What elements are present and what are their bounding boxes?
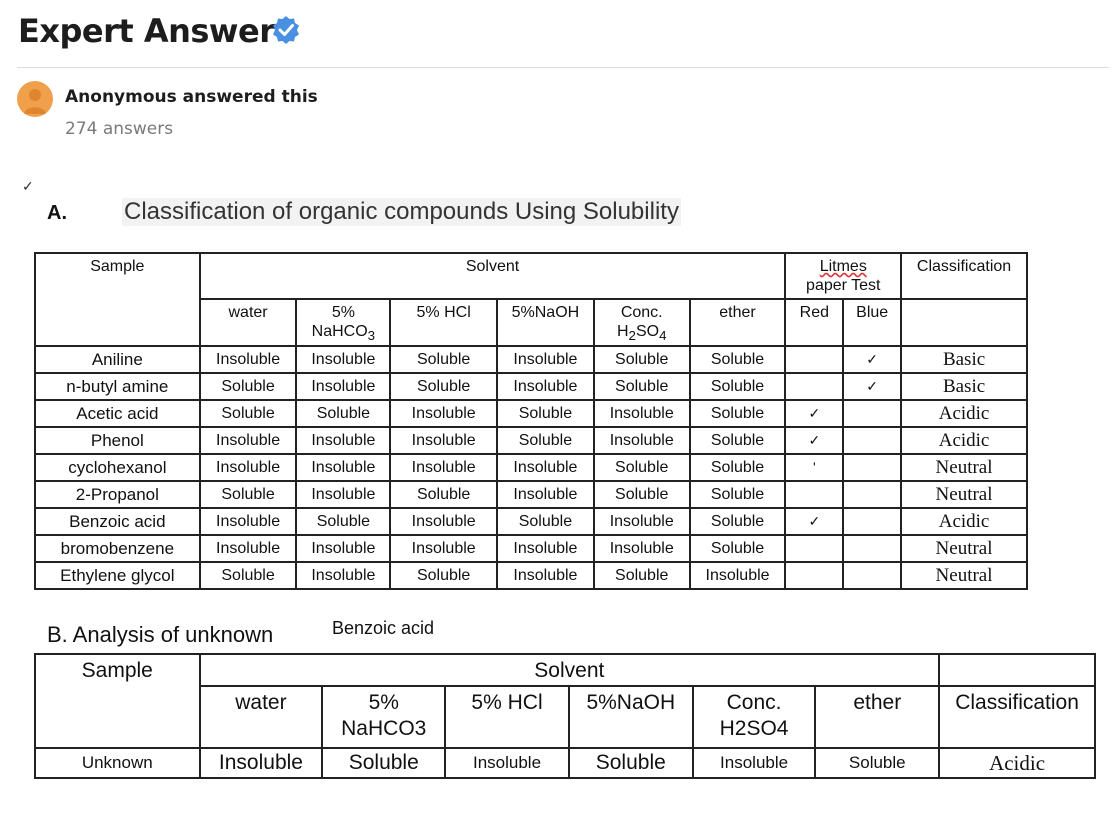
cell-ether: Soluble [690, 427, 786, 454]
cell-hcl: Soluble [390, 373, 497, 400]
cell-red [785, 562, 843, 589]
cell-sample: Phenol [35, 427, 200, 454]
cell-blue [843, 481, 901, 508]
header-divider [17, 67, 1109, 68]
cell-naoh: Insoluble [497, 481, 594, 508]
header-ether: ether [815, 686, 939, 748]
cell-nahco3: Soluble [296, 508, 390, 535]
avatar[interactable] [17, 81, 53, 117]
cell-classification: Acidic [901, 508, 1027, 535]
section-a-letter: A. [47, 202, 67, 224]
header-red: Red [785, 299, 843, 346]
cell-h2so4: Insoluble [594, 535, 690, 562]
cell-red: ✓ [785, 427, 843, 454]
cell-naoh: Insoluble [497, 535, 594, 562]
table-row [35, 454, 1027, 481]
header-solvent: Solvent [200, 253, 786, 299]
user-silhouette-icon [17, 81, 53, 117]
solubility-table [34, 252, 1028, 590]
cell-h2so4: Soluble [594, 481, 690, 508]
cell-nahco3: Insoluble [296, 481, 390, 508]
cell-water: Soluble [200, 400, 297, 427]
header-hcl: 5% HCl [390, 299, 497, 346]
header-naoh: 5%NaOH [497, 299, 594, 346]
cell-ether: Soluble [690, 454, 786, 481]
check-mark-icon: ✓ [22, 178, 34, 194]
cell-naoh: Insoluble [497, 346, 594, 373]
header-hcl: 5% HCl [445, 686, 569, 748]
cell-classification: Neutral [901, 535, 1027, 562]
cell-naoh: Soluble [497, 400, 594, 427]
table-row [35, 508, 1027, 535]
unknown-water: Insoluble [200, 748, 323, 778]
cell-naoh: Insoluble [497, 562, 594, 589]
cell-ether: Soluble [690, 346, 786, 373]
cell-water: Insoluble [200, 535, 297, 562]
table-row [35, 535, 1027, 562]
unknown-hcl: Insoluble [445, 748, 569, 778]
header-classification-blank [901, 299, 1027, 346]
cell-sample: Ethylene glycol [35, 562, 200, 589]
unknown-ether: Soluble [815, 748, 939, 778]
cell-ether: Soluble [690, 481, 786, 508]
cell-nahco3: Insoluble [296, 535, 390, 562]
cell-blue [843, 535, 901, 562]
cell-blue [843, 508, 901, 535]
cell-ether: Soluble [690, 535, 786, 562]
cell-naoh: Soluble [497, 427, 594, 454]
cell-ether: Soluble [690, 373, 786, 400]
cell-sample: bromobenzene [35, 535, 200, 562]
verified-badge-icon [270, 14, 302, 46]
table-row [35, 373, 1027, 400]
cell-sample: Acetic acid [35, 400, 200, 427]
header-sample: Sample [35, 253, 200, 346]
section-a-title: Classification of organic compounds Using Solubility [124, 198, 679, 225]
cell-h2so4: Insoluble [594, 508, 690, 535]
cell-classification: Neutral [901, 481, 1027, 508]
cell-classification: Neutral [901, 562, 1027, 589]
unknown-nahco3: Soluble [322, 748, 445, 778]
cell-water: Soluble [200, 562, 297, 589]
cell-sample: 2-Propanol [35, 481, 200, 508]
header-h2so4: Conc. $H_2SO_4$ [594, 299, 690, 346]
cell-naoh: Soluble [497, 508, 594, 535]
header-h2so4: Conc. H2SO4 [693, 686, 816, 748]
cell-water: Insoluble [200, 427, 297, 454]
cell-ether: Soluble [690, 400, 786, 427]
cell-red: ✓ [785, 400, 843, 427]
cell-classification: Acidic [901, 400, 1027, 427]
cell-hcl: Soluble [390, 346, 497, 373]
section-b-title: B. Analysis of unknown [47, 622, 274, 647]
cell-h2so4: Insoluble [594, 400, 690, 427]
cell-h2so4: Soluble [594, 373, 690, 400]
cell-nahco3: Soluble [296, 400, 390, 427]
cell-h2so4: Soluble [594, 562, 690, 589]
cell-hcl: Soluble [390, 481, 497, 508]
cell-naoh: Insoluble [497, 373, 594, 400]
cell-h2so4: Soluble [594, 346, 690, 373]
answers-count: 274 answers [65, 119, 174, 139]
cell-blue: ✓ [843, 346, 901, 373]
cell-sample: n-butyl amine [35, 373, 200, 400]
cell-hcl: Insoluble [390, 427, 497, 454]
header-sample: Sample [35, 654, 200, 748]
table-row [35, 346, 1027, 373]
litmus-line2: paper Test [806, 277, 881, 294]
unknown-h2so4: Insoluble [693, 748, 816, 778]
cell-sample: Benzoic acid [35, 508, 200, 535]
unknown-sample: Unknown [35, 748, 200, 778]
cell-water: Insoluble [200, 346, 297, 373]
cell-hcl: Insoluble [390, 535, 497, 562]
header-classification: Classification [939, 686, 1095, 748]
cell-nahco3: Insoluble [296, 454, 390, 481]
table-row [35, 562, 1027, 589]
unknown-classification: Acidic [939, 748, 1095, 778]
unknown-table [34, 653, 1096, 779]
header-naoh: 5%NaOH [569, 686, 693, 748]
cell-naoh: Insoluble [497, 454, 594, 481]
cell-ether: Insoluble [690, 562, 786, 589]
cell-classification: Acidic [901, 427, 1027, 454]
cell-nahco3: Insoluble [296, 562, 390, 589]
header-water: water [200, 686, 323, 748]
author-name[interactable]: Anonymous answered this [65, 87, 318, 107]
table-row [35, 481, 1027, 508]
cell-water: Insoluble [200, 508, 297, 535]
table-row [35, 427, 1027, 454]
cell-water: Soluble [200, 481, 297, 508]
header-nahco3: 5% NaHCO3 [322, 686, 445, 748]
cell-nahco3: Insoluble [296, 346, 390, 373]
cell-red [785, 535, 843, 562]
cell-blue [843, 454, 901, 481]
unknown-answer: Benzoic acid [332, 618, 435, 638]
cell-red [785, 481, 843, 508]
page-title: Expert Answer [18, 12, 275, 50]
cell-hcl: Soluble [390, 562, 497, 589]
cell-ether: Soluble [690, 508, 786, 535]
cell-classification: Basic [901, 373, 1027, 400]
header-classification: Classification [901, 253, 1027, 299]
header-blank [939, 654, 1095, 686]
cell-blue [843, 427, 901, 454]
header-ether: ether [690, 299, 786, 346]
litmus-line1: Litmes [819, 258, 867, 275]
cell-blue [843, 400, 901, 427]
cell-red [785, 373, 843, 400]
cell-water: Insoluble [200, 454, 297, 481]
header-litmus [785, 253, 901, 299]
cell-sample: cyclohexanol [35, 454, 200, 481]
cell-red [785, 346, 843, 373]
unknown-naoh: Soluble [569, 748, 693, 778]
cell-classification: Neutral [901, 454, 1027, 481]
header-water: water [200, 299, 297, 346]
cell-h2so4: Insoluble [594, 427, 690, 454]
header-solvent: Solvent [200, 654, 940, 686]
cell-hcl: Insoluble [390, 454, 497, 481]
cell-hcl: Insoluble [390, 508, 497, 535]
cell-red: ' [785, 454, 843, 481]
cell-blue: ✓ [843, 373, 901, 400]
cell-nahco3: Insoluble [296, 427, 390, 454]
cell-red: ✓ [785, 508, 843, 535]
header-nahco3: 5% NaHCO$_3$ [296, 299, 390, 346]
table-row [35, 400, 1027, 427]
cell-h2so4: Soluble [594, 454, 690, 481]
cell-sample: Aniline [35, 346, 200, 373]
header-blue: Blue [843, 299, 901, 346]
cell-hcl: Insoluble [390, 400, 497, 427]
cell-water: Soluble [200, 373, 297, 400]
cell-blue [843, 562, 901, 589]
cell-classification: Basic [901, 346, 1027, 373]
cell-nahco3: Insoluble [296, 373, 390, 400]
